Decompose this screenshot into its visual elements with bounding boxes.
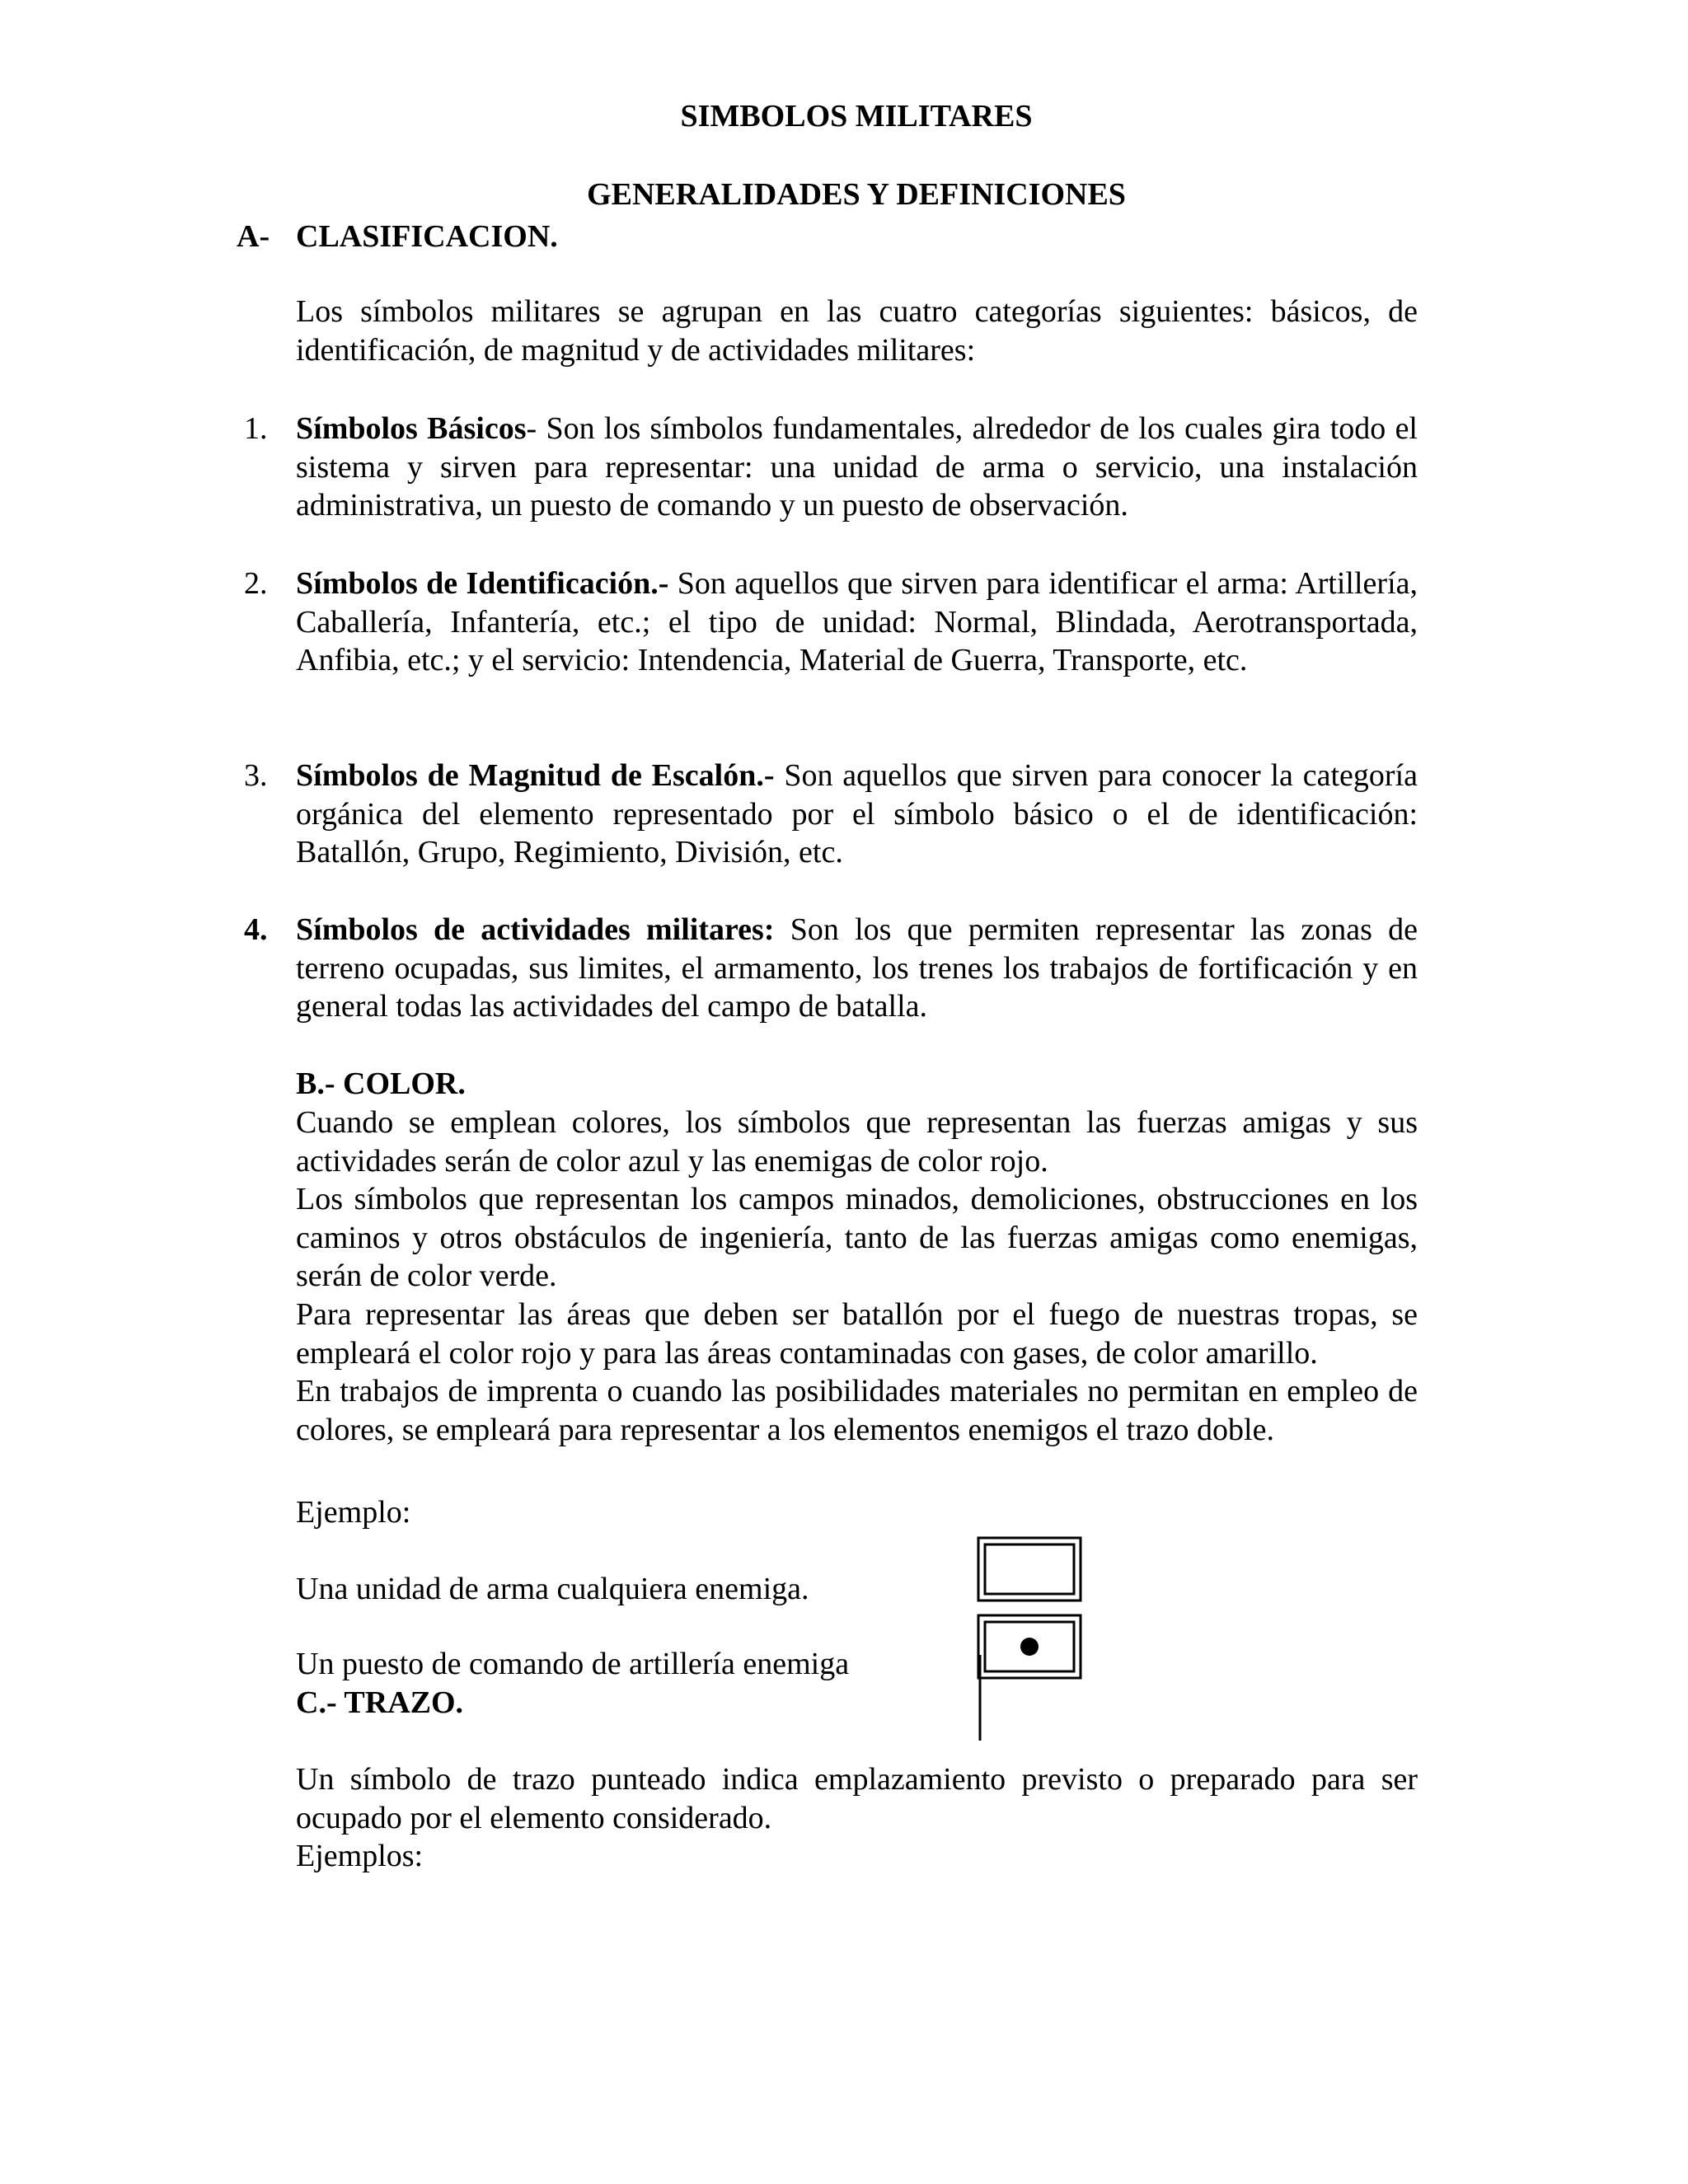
double-rectangle-icon <box>977 1536 1092 1607</box>
example-label: Ejemplo: <box>296 1495 411 1530</box>
document-subtitle: GENERALIDADES Y DEFINICIONES <box>587 177 1126 212</box>
section-b-paragraph: Los símbolos que representan los campos minados, demoliciones, obstrucciones en los caminos y otros obstáculos de ingeniería, tanto de las fuerzas amigas como enemigas, serán de color verde. <box>296 1182 1418 1293</box>
item-term: Símbolos de Magnitud de Escalón.- <box>296 758 775 793</box>
examples-label: Ejemplos: <box>296 1839 424 1873</box>
list-item <box>296 911 1418 1026</box>
section-a-marker: A- <box>237 219 270 254</box>
example-text: Un puesto de comando de artillería enemiga <box>296 1647 850 1681</box>
item-number: 3. <box>244 758 268 793</box>
section-b-paragraph: En trabajos de imprenta o cuando las posibilidades materiales no permitan en empleo de colores, se empleará para representar a los elementos enemigos el trazo doble. <box>296 1374 1418 1447</box>
section-c-heading: C.- TRAZO. <box>296 1685 464 1720</box>
item-number: 4. <box>244 912 268 947</box>
section-a-heading: CLASIFICACION. <box>296 219 558 254</box>
section-c-paragraph: Un símbolo de trazo punteado indica emplazamiento previsto o preparado para ser ocupado por el elemento considerado. <box>296 1762 1418 1835</box>
section-b-paragraph: Cuando se emplean colores, los símbolos que representan las fuerzas amigas y sus actividades serán de color azul y las enemigas de color rojo. <box>296 1105 1418 1179</box>
item-term: Símbolos de Identificación.- <box>296 566 669 601</box>
item-term: Símbolos Básicos <box>296 411 527 446</box>
double-rectangle-with-dot-and-staff-icon <box>977 1614 1092 1746</box>
example-text: Una unidad de arma cualquiera enemiga. <box>296 1572 809 1606</box>
item-term: Símbolos de actividades militares: <box>296 912 775 947</box>
list-item <box>296 757 1418 872</box>
item-text: - Son los símbolos fundamentales, alrededor de los cuales gira todo el sistema y sirven para representar: una unidad de arma o servicio, una instalación administrativa, un puesto de comando y un puesto de observación. <box>296 411 1418 523</box>
list-item <box>296 410 1418 525</box>
section-b-paragraph: Para representar las áreas que deben ser batallón por el fuego de nuestras tropas, se empleará el color rojo y para las áreas contaminadas con gases, de color amarillo. <box>296 1297 1418 1371</box>
document-title: SIMBOLOS MILITARES <box>680 99 1033 134</box>
section-a-intro: Los símbolos militares se agrupan en las cuatro categorías siguientes: básicos, de identificación, de magnitud y de actividades militares: <box>296 294 1418 368</box>
list-item <box>296 565 1418 680</box>
item-number: 1. <box>244 411 268 446</box>
item-text: Son los que permiten representar las zonas de terreno ocupadas, sus limites, el armamento, los trenes los trabajos de fortificación y en general todas las actividades del campo de batalla. <box>296 912 1418 1024</box>
item-number: 2. <box>244 566 268 601</box>
item-text: Son aquellos que sirven para identificar el arma: Artillería, Caballería, Infantería, etc.; el tipo de unidad: Normal, Blindada, Aerotransportada, Anfibia, etc.; y el servicio: Intendencia, Material de Guerra, Transporte, etc. <box>296 566 1418 677</box>
section-b-heading: B.- COLOR. <box>296 1066 466 1101</box>
item-text: Son aquellos que sirven para conocer la categoría orgánica del elemento representado por el símbolo básico o el de identificación: Batallón, Grupo, Regimiento, División, etc. <box>296 758 1418 869</box>
